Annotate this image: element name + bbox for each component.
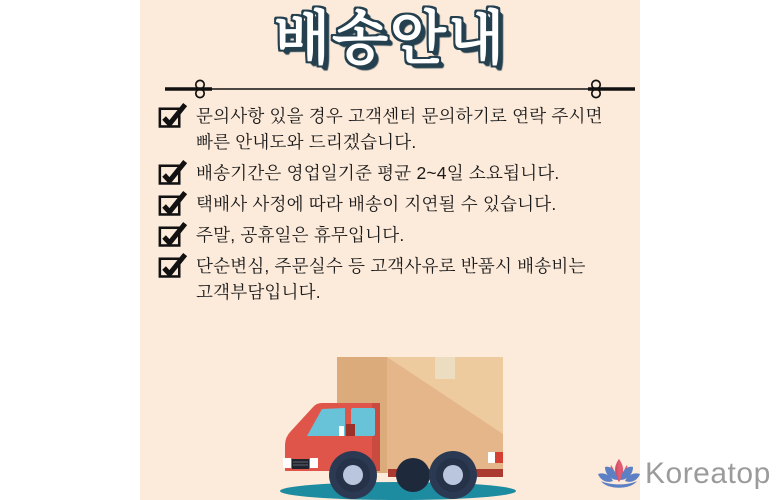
list-item-text: 고객부담입니다. xyxy=(196,282,321,302)
tail-light xyxy=(495,452,503,463)
list-item xyxy=(156,103,626,155)
peach-background-panel xyxy=(140,0,640,500)
headlight xyxy=(310,458,318,468)
headlight xyxy=(283,458,291,468)
checked-checkbox-icon xyxy=(156,159,189,186)
list-item-text: 택배사 사정에 따라 배송이 지연될 수 있습니다. xyxy=(196,194,557,214)
curl-end-divider xyxy=(150,76,640,104)
front-wheel xyxy=(329,451,377,499)
checked-checkbox-icon xyxy=(156,252,189,279)
list-item-text: 배송기간은 영업일기준 평균 2~4일 소요됩니다. xyxy=(196,163,560,183)
list-item-text: 빠른 안내도와 드리겠습니다. xyxy=(196,132,417,152)
tail-light xyxy=(488,452,495,463)
brand-logo xyxy=(597,452,772,496)
checked-checkbox-icon xyxy=(156,190,189,217)
list-item xyxy=(156,160,626,186)
box-tape xyxy=(435,357,455,379)
list-item xyxy=(156,222,626,248)
list-item-text: 문의사항 있을 경우 고객센터 문의하기로 연락 주시면 xyxy=(196,106,603,126)
brand-name: Koreatop xyxy=(645,457,771,490)
list-item-text: 단순변심, 주문실수 등 고객사유로 반품시 배송비는 xyxy=(196,256,586,276)
list-item xyxy=(156,191,626,217)
door-handle xyxy=(346,424,355,436)
rear-wheel xyxy=(429,451,477,499)
delivery-truck-illustration xyxy=(265,342,565,500)
list-item xyxy=(156,253,626,305)
door-handle xyxy=(339,426,344,436)
checked-checkbox-icon xyxy=(156,221,189,248)
lotus-flower-icon xyxy=(597,455,641,493)
page-title: 배송안내 xyxy=(273,6,507,71)
checked-checkbox-icon xyxy=(156,102,189,129)
shipping-info-checklist xyxy=(156,103,626,305)
list-item-text: 주말, 공휴일은 휴무입니다. xyxy=(196,225,405,245)
hidden-wheel xyxy=(396,458,430,492)
front-grille xyxy=(292,459,309,469)
truck-shadow xyxy=(280,482,516,500)
